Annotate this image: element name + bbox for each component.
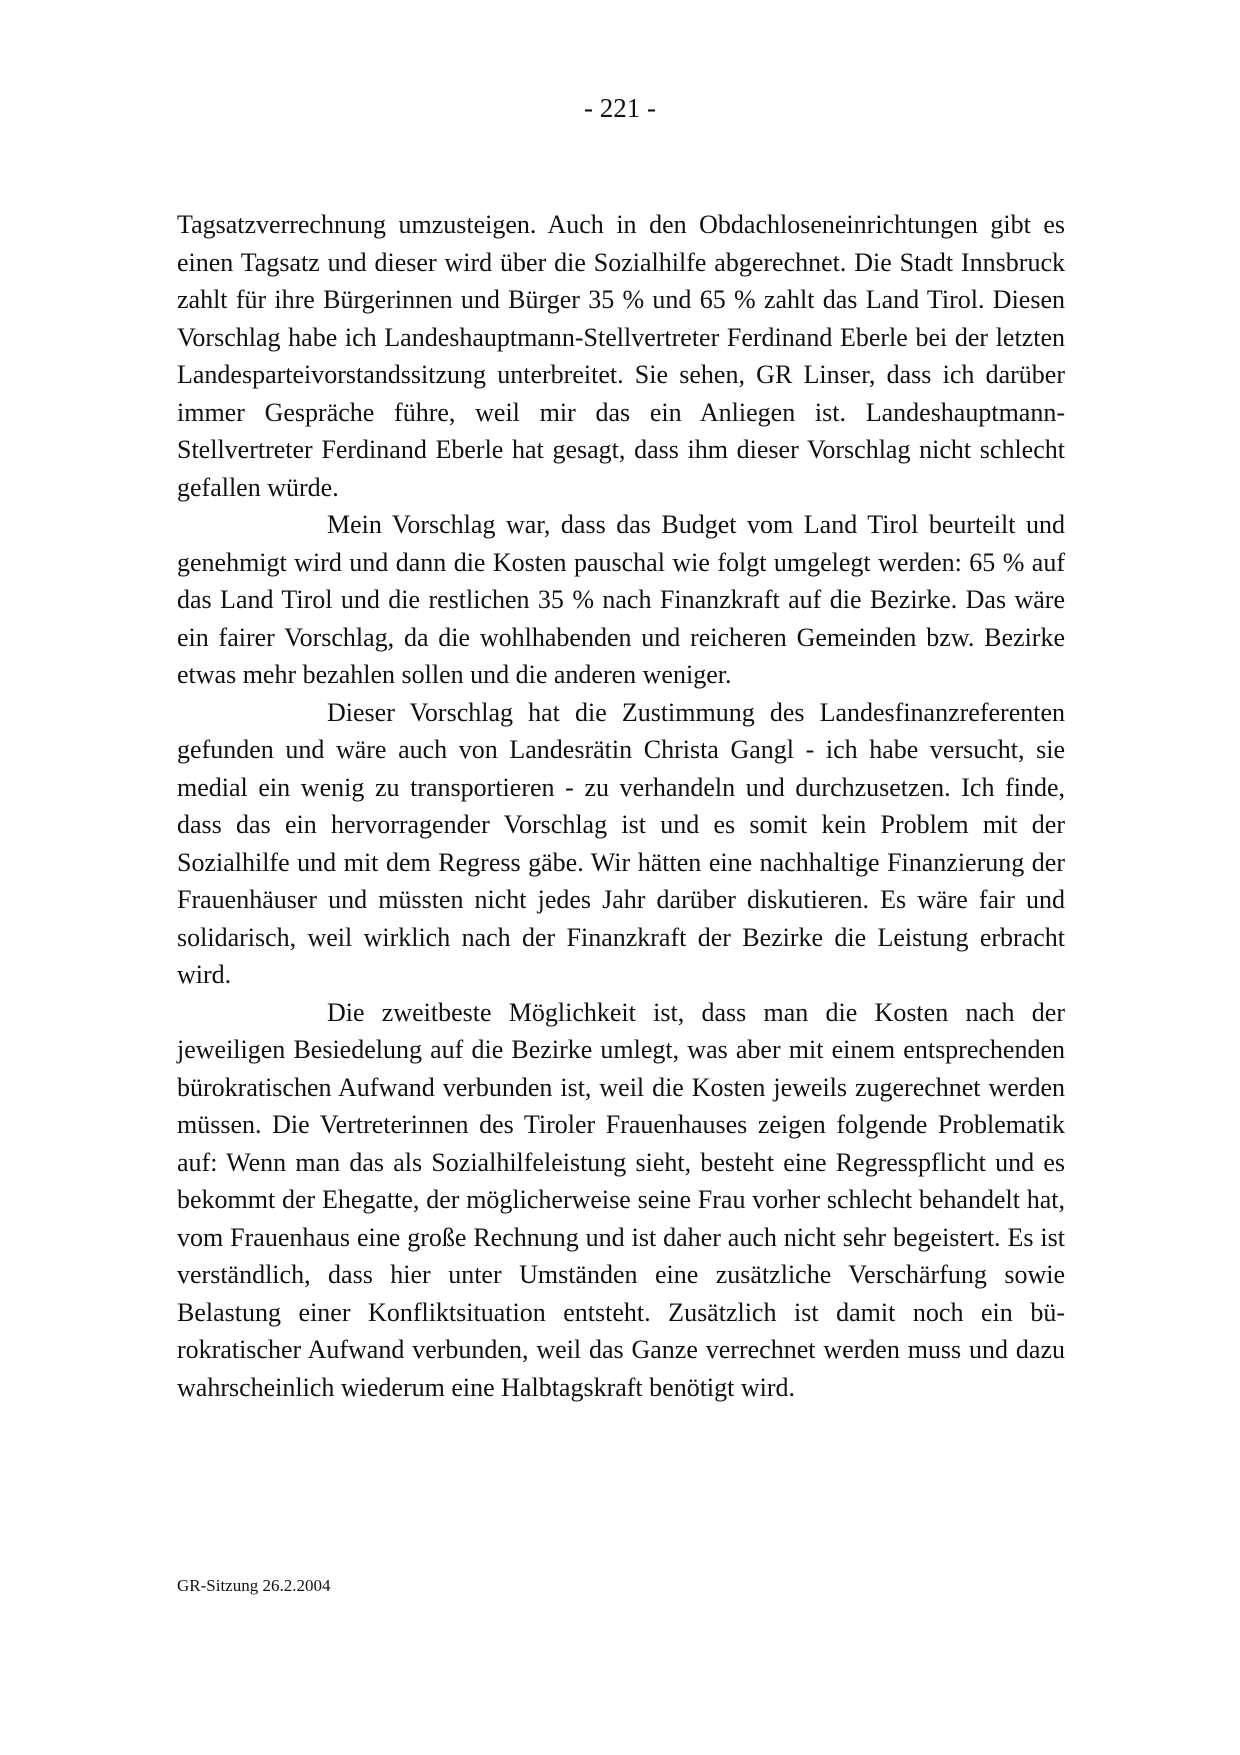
paragraph: Mein Vorschlag war, dass das Budget vom Land Tirol beurteilt und genehmigt wird und dann die Kosten pauschal wie folgt umgelegt werden: 65 % auf das Land Tirol und die restlichen 35 % nach Finanzkraft auf die Bezirke. Das wäre ein fairer Vorschlag, da die wohlhabenden und reicheren Gemeinden bzw. Bezirke etwas mehr bezahlen sollen und die anderen weniger. xyxy=(177,510,1065,689)
paragraph: Dieser Vorschlag hat die Zustimmung des Landesfinanzreferenten gefunden und wäre auch von Landesrätin Christa Gangl - ich habe versucht, sie medial ein wenig zu transportieren - zu verhandeln und durchzusetzen. Ich finde, dass das ein hervorragender Vorschlag ist und es somit kein Problem mit der Sozialhilfe und mit dem Regress gäbe. Wir hätten eine nachhaltige Finanzierung der Frauenhäuser und müssten nicht jedes Jahr darüber diskutieren. Es wäre fair und solidarisch, weil wirklich nach der Finanzkraft der Bezirke die Leistung erbracht wird. xyxy=(177,697,1065,989)
body-text xyxy=(177,206,1065,1406)
paragraph: Tagsatzverrechnung umzusteigen. Auch in den Obdachloseneinrichtungen gibt es einen Tagsatz und dieser wird über die Sozialhilfe abgerechnet. Die Stadt Innsbruck zahlt für ihre Bürgerinnen und Bürger 35 % und 65 % zahlt das Land Tirol. Diesen Vorschlag habe ich Landeshauptmann-Stellvertreter Ferdinand Eberle bei der letzten Landesparteivorstandssitzung unterbreitet. Sie sehen, GR Linser, dass ich darüber immer Gespräche führe, weil mir das ein Anliegen ist. Landeshauptmann-Stellvertreter Ferdinand Eberle hat gesagt, dass ihm dieser Vorschlag nicht schlecht gefallen würde. xyxy=(177,210,1065,502)
footer-session-date: GR-Sitzung 26.2.2004 xyxy=(177,1576,331,1595)
page-number: - 221 - xyxy=(584,93,656,123)
paragraph: Die zweitbeste Möglichkeit ist, dass man die Kosten nach der jeweiligen Besiedelung auf die Bezirke umlegt, was aber mit einem entsprechenden bürokratischen Aufwand verbunden ist, weil die Kosten jeweils zugerechnet werden müssen. Die Vertreterinnen des Tiroler Frauenhauses zeigen folgende Problematik auf: Wenn man das als Sozialhilfeleistung sieht, besteht eine Regresspflicht und es bekommt der Ehegatte, der möglicherweise seine Frau vorher schlecht behandelt hat, vom Frauenhaus eine große Rechnung und ist daher auch nicht sehr begeistert. Es ist verständlich, dass hier unter Umständen eine zusätzliche Verschärfung sowie Belastung einer Konfliktsituation entsteht. Zusätzlich ist damit noch ein bürokratischer Aufwand verbunden, weil das Ganze verrechnet werden muss und dazu wahrscheinlich wiederum eine Halbtagskraft benötigt wird. xyxy=(177,997,1065,1402)
